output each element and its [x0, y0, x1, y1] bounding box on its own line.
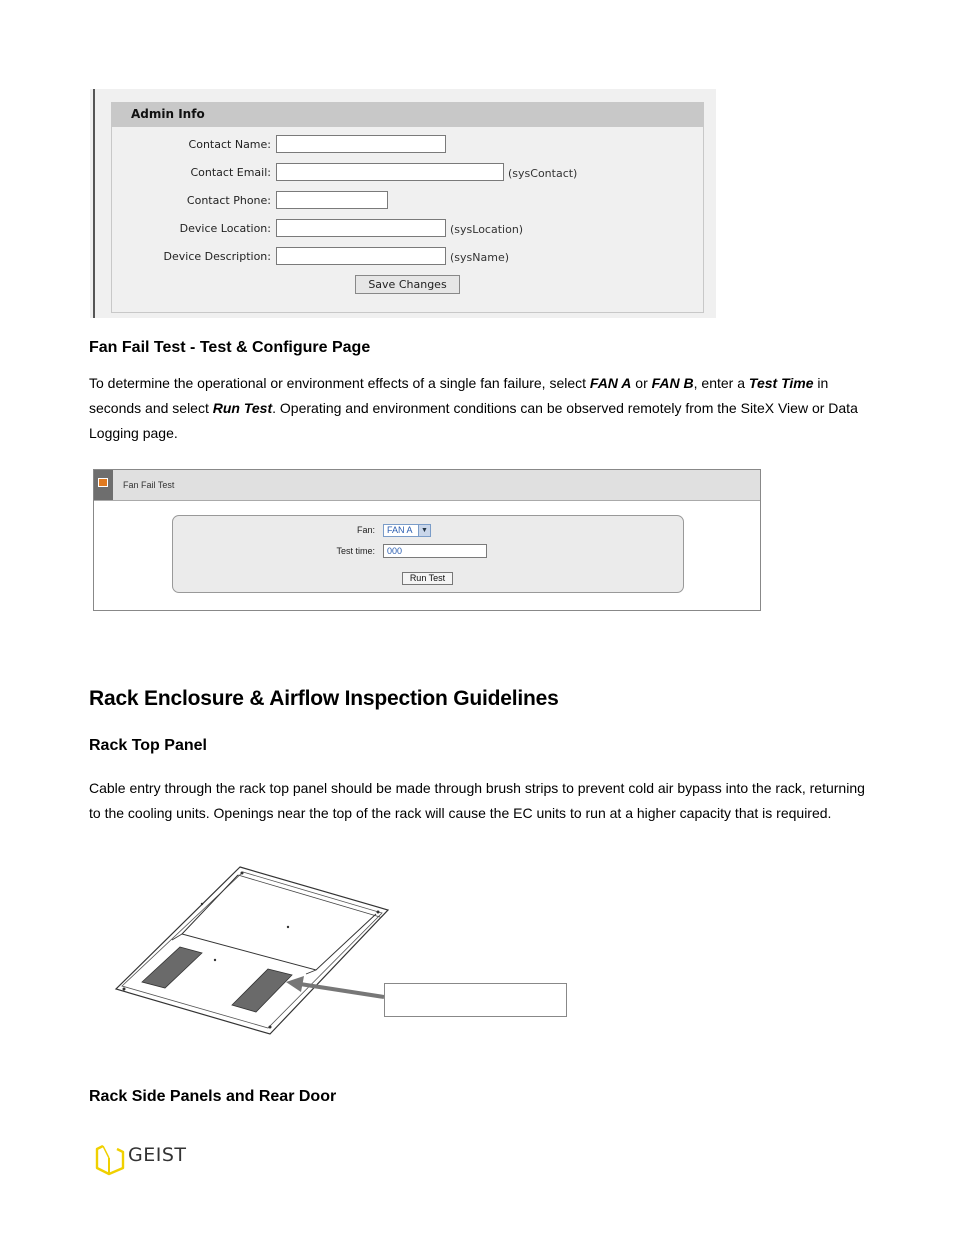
- fan-a-term: FAN A: [589, 375, 632, 391]
- rack-section-heading: Rack Enclosure & Airflow Inspection Guidelines: [89, 687, 559, 710]
- fan-test-title: Fan Fail Test: [123, 480, 175, 490]
- fan-select[interactable]: [383, 524, 431, 537]
- contact-email-row: [112, 163, 703, 183]
- fan-text-5: . Operating and environment conditions can be observed remotely from the SiteX View or Data Logging page.: [89, 400, 858, 441]
- device-description-label: Device Description:: [163, 250, 271, 263]
- fan-text-2: or: [631, 375, 652, 391]
- device-description-input[interactable]: [276, 247, 446, 265]
- admin-info-title: Admin Info: [131, 107, 205, 121]
- contact-email-input[interactable]: [276, 163, 504, 181]
- fan-b-term: FAN B: [651, 375, 694, 391]
- rack-top-panel-text: Cable entry through the rack top panel should be made through brush strips to prevent cold air bypass into the rack, returning to the cooling units. Openings near the top of the rack will cause the EC units to run at a higher capacity that is required.: [89, 780, 865, 821]
- contact-email-label: Contact Email:: [190, 166, 271, 179]
- contact-phone-row: [112, 191, 703, 211]
- syslocation-note: (sysLocation): [450, 223, 524, 236]
- geist-logo-text: GEIST: [128, 1144, 187, 1166]
- syscontact-note: (sysContact): [508, 167, 578, 180]
- fan-fail-test-screenshot: [93, 469, 761, 611]
- contact-phone-input[interactable]: [276, 191, 388, 209]
- admin-info-panel: [111, 102, 704, 313]
- screenshot-left-border: [93, 89, 95, 318]
- device-location-row: [112, 219, 703, 239]
- fan-select-value: FAN A: [387, 525, 413, 535]
- rack-top-panel-illustration: [110, 862, 400, 1042]
- save-changes-button[interactable]: Save Changes: [355, 275, 460, 294]
- callout-box: [384, 983, 567, 1017]
- run-test-button[interactable]: Run Test: [402, 572, 453, 585]
- rack-side-panels-heading: Rack Side Panels and Rear Door: [89, 1088, 337, 1105]
- sysname-note: (sysName): [450, 251, 510, 264]
- contact-phone-label: Contact Phone:: [186, 194, 271, 207]
- fan-text-1: To determine the operational or environment effects of a single fan failure, select: [89, 375, 590, 391]
- device-location-input[interactable]: [276, 219, 446, 237]
- chevron-down-icon: ▼: [418, 525, 430, 536]
- panel-icon: [94, 470, 113, 500]
- contact-name-row: [112, 135, 703, 155]
- fan-test-header: [94, 470, 760, 501]
- fan-text-4: in seconds and select: [89, 375, 829, 416]
- device-description-row: [112, 247, 703, 267]
- fan-label: Fan:: [356, 525, 375, 535]
- admin-info-screenshot: [90, 89, 716, 318]
- rack-top-panel-heading: Rack Top Panel: [89, 737, 207, 754]
- geist-logo: [95, 1140, 195, 1176]
- fan-fail-paragraph: [89, 371, 884, 446]
- fan-fail-heading: Fan Fail Test - Test & Configure Page: [89, 339, 371, 356]
- run-test-term: Run Test: [212, 400, 273, 416]
- device-location-label: Device Location:: [179, 222, 271, 235]
- test-time-label: Test time:: [336, 546, 375, 556]
- fan-text-3: , enter a: [693, 375, 749, 391]
- contact-name-label: Contact Name:: [188, 138, 271, 151]
- test-time-input[interactable]: 000: [383, 544, 487, 558]
- contact-name-input[interactable]: [276, 135, 446, 153]
- fan-test-form: [172, 515, 684, 593]
- test-time-term: Test Time: [748, 375, 814, 391]
- admin-info-header: [112, 103, 703, 127]
